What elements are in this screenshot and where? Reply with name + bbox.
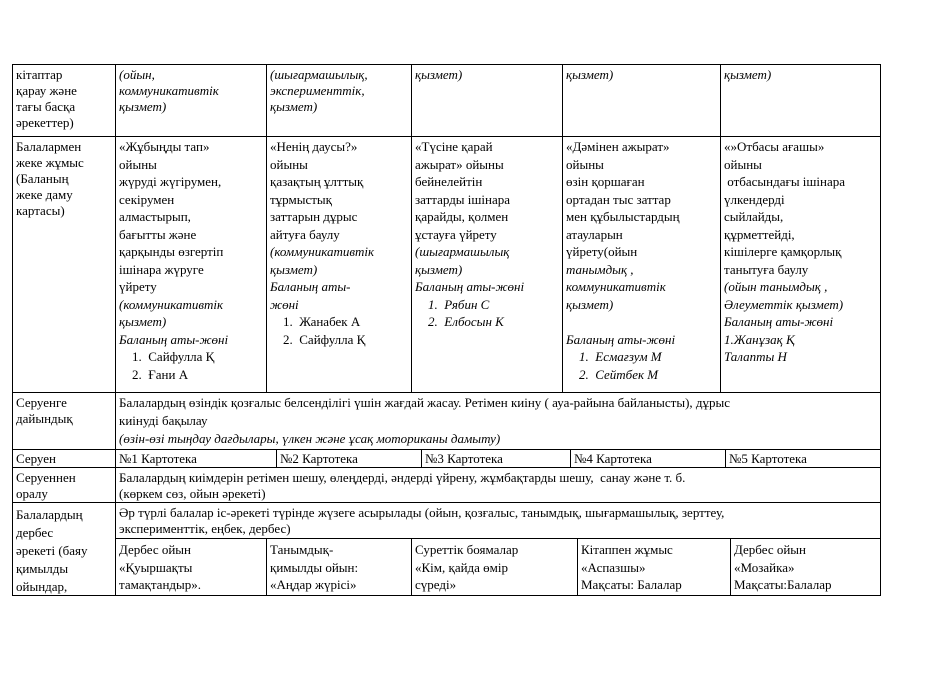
- cell-line: 1. Жанабек А: [270, 314, 361, 329]
- cell-line: үйрету(ойын: [566, 244, 638, 259]
- cell-line: эксперименттік,: [270, 83, 365, 98]
- cell-line: отбасындағы ішінара: [724, 174, 846, 189]
- row2-col3: [415, 139, 524, 332]
- cell-line: (Баланың: [16, 171, 69, 186]
- cell-line: заттарын дұрыс: [270, 209, 358, 224]
- row4-cell-3: №3 Картотека: [425, 451, 503, 466]
- cell-line: қызмет): [566, 296, 614, 312]
- row6-col5: [734, 542, 832, 595]
- row3-label: [16, 395, 73, 427]
- cell-line: Суреттік боямалар: [415, 542, 519, 557]
- cell-line: жүруді жүгірумен,: [119, 174, 222, 189]
- cell-line: Әр түрлі балалар іс-әрекеті түрінде жүзеге асырылады (ойын, қозғалыс, танымдық, шығармашылық, зерттеу,: [119, 505, 725, 520]
- row1-col5: [724, 67, 771, 83]
- cell-line: қазақтың ұлттық: [270, 174, 364, 189]
- cell-line: 1. Есмағзум М: [566, 349, 662, 364]
- cell-line: мен құбылыстардың: [566, 209, 680, 224]
- cell-line: қызмет): [724, 67, 772, 82]
- cell-line: Серуенге: [16, 395, 67, 410]
- row6-text: [119, 505, 724, 537]
- cell-line: (коммуникативтік: [119, 296, 224, 312]
- cell-line: эксперименттік, еңбек, дербес): [119, 521, 291, 536]
- cell-line: [566, 314, 680, 332]
- cell-line: Талапты Н: [724, 349, 787, 364]
- cell-line: Танымдық-: [270, 542, 334, 557]
- row6-col2: [270, 542, 358, 595]
- cell-line: картасы): [16, 203, 65, 218]
- cell-line: ортадан тыс заттар: [566, 191, 671, 207]
- cell-line: танымдық ,: [566, 261, 634, 277]
- row4-cell-4: №4 Картотека: [574, 451, 652, 466]
- cell-line: «Кім, қайда өмір: [415, 559, 509, 575]
- cell-line: «»Отбасы ағашы»: [724, 139, 825, 154]
- row1-col4: [566, 67, 613, 83]
- cell-line: ажырат» ойыны: [415, 156, 504, 172]
- cell-line: кішілерге қамқорлық: [724, 244, 842, 259]
- cell-line: қарайды, қолмен: [415, 209, 509, 224]
- cell-line: Дербес ойын: [734, 542, 807, 557]
- cell-line: үлкендерді: [724, 191, 785, 207]
- cell-line: 2. Сейтбек М: [566, 366, 659, 382]
- row3-text: [119, 395, 730, 449]
- row5-text: [119, 470, 685, 502]
- row1-col1: [119, 67, 219, 115]
- cell-line: 2. Ғани А: [119, 366, 189, 382]
- cell-line: «Аңдар жүрісі»: [270, 577, 357, 592]
- row4-cell-2: №2 Картотека: [280, 451, 358, 466]
- row4-label: Серуен: [16, 451, 56, 466]
- cell-line: 1. Рябин С: [415, 296, 490, 312]
- cell-line: Мақсаты: Балалар: [581, 577, 682, 592]
- cell-line: өзін қоршаған: [566, 174, 645, 189]
- cell-line: атауларын: [566, 226, 623, 242]
- cell-line: қимылды ойын:: [270, 559, 359, 575]
- cell-line: ойындар,: [16, 579, 68, 594]
- cell-line: қызмет): [415, 67, 463, 82]
- cell-line: 2. Сайфулла Қ: [270, 331, 366, 347]
- cell-line: әрекеті (баяу: [16, 543, 88, 558]
- cell-line: қарқынды өзгертіп: [119, 244, 224, 259]
- cell-line: Балалардың өзіндік қозғалыс белсенділігі үшін жағдай жасау. Ретімен киіну ( ауа-райына байланысты), дұрыс: [119, 395, 731, 410]
- cell-line: ішінара жүруге: [119, 261, 204, 277]
- cell-line: ойыны: [566, 156, 604, 172]
- cell-line: танытуға баулу: [724, 261, 809, 277]
- cell-line: «Түсіне қарай: [415, 139, 493, 154]
- cell-line: Балалардың: [16, 507, 83, 522]
- cell-line: жеке жұмыс: [16, 155, 84, 170]
- cell-line: «Қуыршақты: [119, 559, 193, 575]
- cell-line: «Жұбыңды тап»: [119, 139, 210, 154]
- cell-line: жеке даму: [16, 187, 73, 202]
- cell-line: Кітаппен жұмыс: [581, 542, 673, 557]
- cell-line: (шығармашылық,: [270, 67, 368, 82]
- cell-line: алмастырып,: [119, 209, 191, 224]
- cell-line: заттарды ішінара: [415, 191, 511, 207]
- cell-line: айтуға баулу: [270, 226, 340, 242]
- cell-line: 2. Елбосын К: [415, 314, 504, 329]
- cell-line: Баланың аты-: [270, 279, 351, 294]
- row1-col2: [270, 67, 368, 115]
- cell-line: сыйлайды,: [724, 209, 784, 224]
- cell-line: Әлеуметтік қызмет): [724, 296, 844, 312]
- cell-line: қызмет): [415, 261, 463, 277]
- cell-line: Балалардың киімдерін ретімен шешу, өлеңдерді, әндерді үйрену, жұмбақтарды шешу, санау және т. б.: [119, 470, 686, 485]
- cell-line: ұстауға үйрету: [415, 226, 497, 242]
- cell-line: 1. Сайфулла Қ: [119, 349, 215, 364]
- row2-col4: [566, 139, 680, 384]
- cell-line: (көркем сөз, ойын әрекеті): [119, 486, 266, 501]
- cell-line: қызмет): [119, 99, 167, 114]
- cell-line: коммуникативтік: [566, 279, 666, 294]
- cell-line: (ойын танымдық ,: [724, 279, 828, 294]
- cell-line: Баланың аты-жөні: [119, 331, 229, 347]
- cell-line: қызмет): [270, 261, 318, 277]
- cell-line: (коммуникативтік: [270, 244, 375, 259]
- cell-line: дайындық: [16, 411, 73, 426]
- cell-line: қарау және: [16, 83, 77, 98]
- row4-cell-1: №1 Картотека: [119, 451, 197, 466]
- cell-line: «Мозайка»: [734, 559, 795, 575]
- cell-line: оралу: [16, 486, 48, 501]
- cell-line: дербес: [16, 525, 54, 540]
- cell-line: тағы басқа: [16, 99, 76, 114]
- row1-label: [16, 67, 77, 131]
- row6-col3: [415, 542, 518, 595]
- cell-line: Баланың аты-жөні: [415, 279, 525, 294]
- cell-line: бейнелейтін: [415, 174, 483, 189]
- row6-col4: [581, 542, 682, 595]
- cell-line: киінуді бақылау: [119, 413, 208, 428]
- cell-line: (шығармашылық: [415, 244, 510, 259]
- cell-line: секірумен: [119, 191, 175, 207]
- cell-line: 1.Жанұзақ Қ: [724, 331, 795, 347]
- cell-line: тамақтандыр».: [119, 577, 201, 592]
- row2-col1: [119, 139, 228, 384]
- cell-line: қимылды: [16, 561, 69, 576]
- cell-line: ойыны: [724, 156, 762, 172]
- cell-line: ойыны: [119, 156, 157, 172]
- cell-line: жөні: [270, 296, 299, 312]
- row2-label: [16, 139, 84, 219]
- cell-line: Баланың аты-жөні: [724, 314, 834, 329]
- cell-line: «Дәмінен ажырат»: [566, 139, 670, 154]
- row2-col2: [270, 139, 374, 349]
- row6-label: [16, 505, 88, 595]
- cell-line: Баланың аты-жөні: [566, 331, 676, 347]
- cell-line: Серуеннен: [16, 470, 76, 485]
- row4-cell-5: №5 Картотека: [729, 451, 807, 466]
- cell-line: «Аспазшы»: [581, 559, 646, 575]
- cell-line: қызмет): [566, 67, 614, 82]
- cell-line: коммуникативтік: [119, 83, 219, 98]
- cell-line: (ойын,: [119, 67, 155, 82]
- row6-col1: [119, 542, 201, 595]
- cell-line: «Ненің даусы?»: [270, 139, 358, 154]
- row2-col5: [724, 139, 845, 367]
- cell-line: құрметтейді,: [724, 226, 795, 242]
- cell-line: қызмет): [270, 99, 318, 114]
- cell-line: қызмет): [119, 314, 167, 329]
- cell-line: әрекеттер): [16, 115, 74, 130]
- row1-col3: [415, 67, 462, 83]
- cell-line: кітаптар: [16, 67, 63, 82]
- cell-line: ойыны: [270, 156, 308, 172]
- cell-line: бағытты және: [119, 226, 197, 242]
- cell-line: үйрету: [119, 279, 157, 294]
- cell-line: (өзін-өзі тыңдау дағдылары, үлкен және ұсақ моториканы дамыту): [119, 431, 501, 446]
- cell-line: сүреді»: [415, 577, 457, 592]
- cell-line: Мақсаты:Балалар: [734, 577, 832, 592]
- cell-line: Балалармен: [16, 139, 82, 154]
- cell-line: Дербес ойын: [119, 542, 192, 557]
- cell-line: тұрмыстық: [270, 191, 332, 207]
- row5-label: [16, 470, 76, 502]
